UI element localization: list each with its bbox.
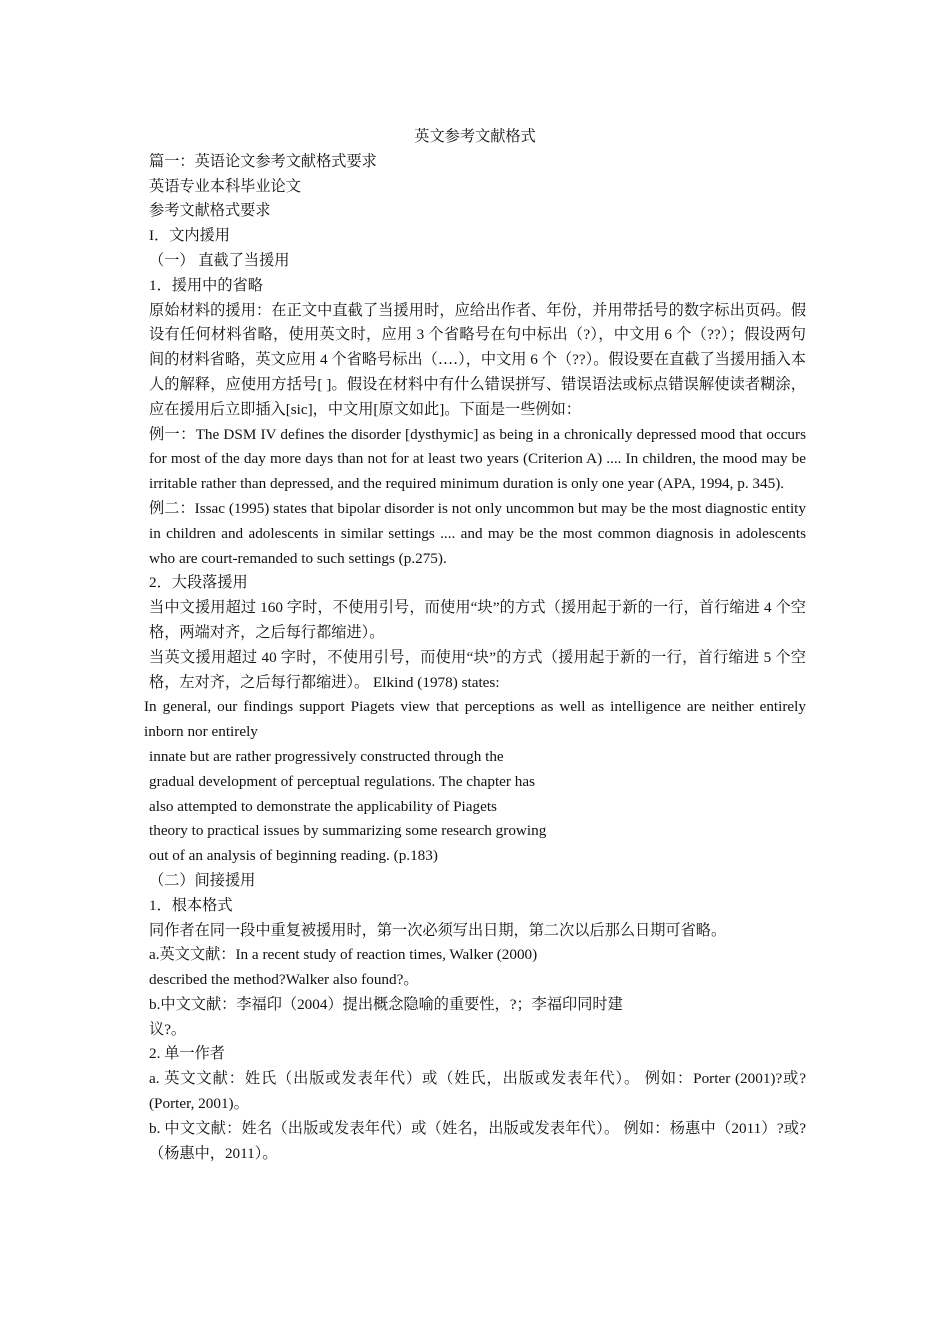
block-quote-first: In general, our findings support Piagets view that perceptions as well as intelligence are neither entirely inborn nor entirely <box>144 698 806 741</box>
paragraph-block-chinese: 当中文援用超过 160 字时，不使用引号，而使用“块”的方式（援用起于新的一行，首行缩进 4 个空格，两端对齐，之后每行都缩进）。 <box>149 599 806 641</box>
basic-example-a-line2: described the method?Walker also found?。 <box>149 971 419 989</box>
block-quote-line: innate but are rather progressively constructed through the <box>149 747 504 765</box>
subsection-heading-direct: （一） 直截了当援用 <box>149 251 290 269</box>
example-one: 例一：The DSM IV defines the disorder [dysthymic] as being in a chronically depressed mood that occurs for most of the day more days than not for at least two years (Criterion A) .... In children, the mood may be irritable rather than depressed, and the required minimum duration is only one year (APA, 1994, p. 345). <box>149 425 806 493</box>
document-body <box>144 125 806 1166</box>
heading-part-one: 篇一：英语论文参考文献格式要求 <box>149 152 377 170</box>
block-quote-line: gradual development of perceptual regulations. The chapter has <box>149 772 536 790</box>
basic-example-b-line1: b.中文文献：李福印（2004）提出概念隐喻的重要性，?；李福印同时建 <box>149 995 623 1013</box>
section-heading-in-text: I．文内援用 <box>149 227 230 245</box>
single-author-english: a. 英文文献：姓氏（出版或发表年代）或（姓氏，出版或发表年代）。 例如：Porter (2001)?或?(Porter, 2001)。 <box>149 1070 806 1113</box>
item-heading-basic: 1．根本格式 <box>149 896 233 914</box>
paragraph-basic: 同作者在同一段中重复被援用时，第一次必须写出日期，第二次以后那么日期可省略。 <box>149 921 727 939</box>
item-heading-omission: 1．援用中的省略 <box>149 276 263 294</box>
subtitle-thesis: 英语专业本科毕业论文 <box>149 177 301 195</box>
subsection-heading-indirect: （二）间接援用 <box>149 871 256 889</box>
item-heading-single-author: 2. 单一作者 <box>149 1045 225 1063</box>
basic-example-a-line1: a.英文文献：In a recent study of reaction times, Walker (2000) <box>149 946 538 964</box>
paragraph-block-english: 当英文援用超过 40 字时，不使用引号，而使用“块”的方式（援用起于新的一行，首行缩进 5 个空格，左对齐，之后每行都缩进）。 Elkind (1978) states: <box>149 648 806 691</box>
subtitle-format: 参考文献格式要求 <box>149 202 271 220</box>
item-heading-block: 2．大段落援用 <box>149 574 248 592</box>
example-two: 例二：Issac (1995) states that bipolar disorder is not only uncommon but may be the most diagnostic entity in children and adolescents in similar settings .... and may be the most common diagnosis in adolescents who are court-remanded to such settings (p.275). <box>149 499 806 567</box>
basic-example-b-line2: 议?。 <box>149 1020 187 1038</box>
document-title: 英文参考文献格式 <box>414 128 536 145</box>
block-quote-line: theory to practical issues by summarizing some research growing <box>149 822 547 840</box>
paragraph-omission: 原始材料的援用：在正文中直截了当援用时，应给出作者、年份，并用带括号的数字标出页码。假设有任何材料省略，使用英文时，应用 3 个省略号在句中标出（?），中文用 6 个（??）；假设两句间的材料省略，英文应用 4 个省略号标出（‥‥），中文用 6 个（??）。假设要在直截了当援用插入本人的解释，应使用方括号[ ]。假设在材料中有什么错误拼写、错误语法或标点错误解使读者糊涂，应在援用后立即插入[sic]，中文用[原文如此]。下面是一些例如： <box>149 301 806 418</box>
block-quote-line: also attempted to demonstrate the applicability of Piagets <box>149 797 497 815</box>
single-author-chinese: b. 中文文献：姓名（出版或发表年代）或（姓名，出版或发表年代）。 例如：杨惠中（2011）?或?（杨惠中，2011）。 <box>149 1119 806 1162</box>
block-quote-line: out of an analysis of beginning reading. (p.183) <box>149 847 438 865</box>
